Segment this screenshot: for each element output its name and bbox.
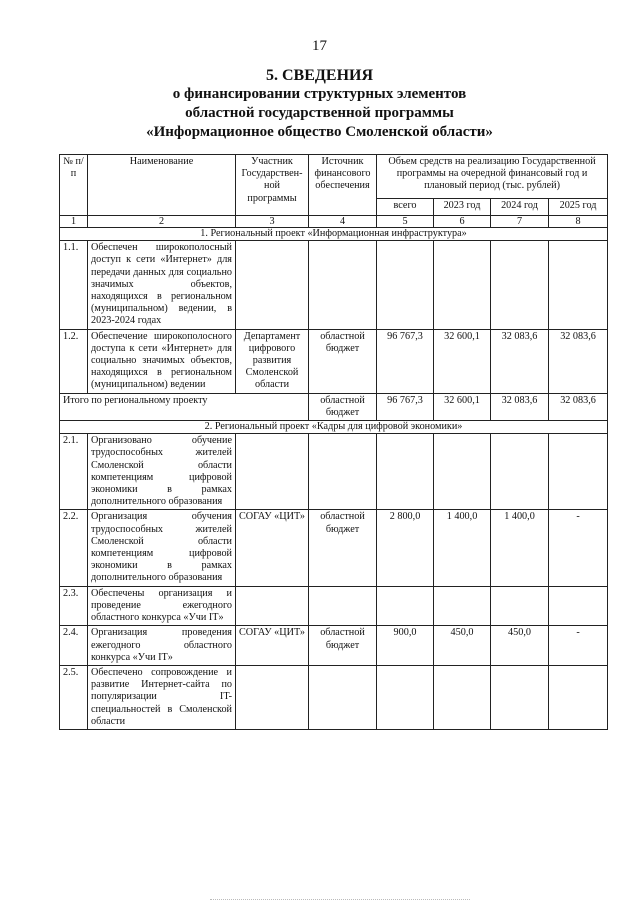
row-num: 1.2. — [60, 329, 88, 393]
section-title: 1. Региональный проект «Информационная инфраструктура» — [60, 228, 608, 241]
row-participant — [236, 665, 309, 729]
row-total: 900,0 — [377, 626, 434, 666]
row-participant: СОГАУ «ЦИТ» — [236, 626, 309, 666]
row-total — [377, 586, 434, 626]
subtotal-row — [60, 393, 608, 420]
row-2024 — [491, 586, 549, 626]
table-row — [60, 329, 608, 393]
row-participant — [236, 434, 309, 510]
row-2023 — [434, 665, 491, 729]
header-volume: Объем средств на реализацию Государственной программы на очередной финансовый год и плановый период (тыс. рублей) — [377, 155, 608, 199]
row-source: областной бюджет — [309, 329, 377, 393]
header-row-1 — [60, 155, 608, 199]
row-num: 2.1. — [60, 434, 88, 510]
row-source — [309, 586, 377, 626]
table-row — [60, 241, 608, 329]
row-name: Обеспечены организация и проведение ежегодного областного конкурса «Учи IT» — [88, 586, 236, 626]
row-num: 2.4. — [60, 626, 88, 666]
row-source: областной бюджет — [309, 510, 377, 586]
row-total: 96 767,3 — [377, 329, 434, 393]
row-name: Организация обучения трудоспособных жителей Смоленской области компетенциям цифровой экономики в рамках дополнительного образования — [88, 510, 236, 586]
table-row — [60, 586, 608, 626]
row-2023 — [434, 586, 491, 626]
row-2023: 450,0 — [434, 626, 491, 666]
row-num: 1.1. — [60, 241, 88, 329]
header-source: Источник финансового обеспечения — [309, 155, 377, 216]
subtotal-2024: 32 083,6 — [491, 393, 549, 420]
header-total: всего — [377, 199, 434, 216]
row-participant — [236, 586, 309, 626]
row-2025 — [549, 241, 608, 329]
row-2025 — [549, 434, 608, 510]
title-line-2: о финансировании структурных элементов — [172, 86, 467, 102]
title-line-4: «Информационное общество Смоленской области» — [146, 124, 493, 140]
row-2023: 1 400,0 — [434, 510, 491, 586]
row-participant: СОГАУ «ЦИТ» — [236, 510, 309, 586]
subtotal-2025: 32 083,6 — [549, 393, 608, 420]
section-row — [60, 228, 608, 241]
row-2025 — [549, 665, 608, 729]
row-total: 2 800,0 — [377, 510, 434, 586]
row-2025: - — [549, 626, 608, 666]
subtotal-label: Итого по региональному проекту — [60, 393, 309, 420]
row-2025: 32 083,6 — [549, 329, 608, 393]
section-title: 2. Региональный проект «Кадры для цифровой экономики» — [60, 421, 608, 434]
table-row — [60, 626, 608, 666]
header-2023: 2023 год — [434, 199, 491, 216]
row-name: Обеспечено сопровождение и развитие Интернет-сайта по популяризации IT-специальностей в Смоленской области — [88, 665, 236, 729]
col-number: 7 — [491, 216, 549, 228]
table-row — [60, 510, 608, 586]
document-title — [0, 66, 639, 142]
row-source — [309, 665, 377, 729]
row-participant — [236, 241, 309, 329]
page-number: 17 — [312, 38, 327, 54]
row-2025 — [549, 586, 608, 626]
row-name: Обеспечение широкополосного доступа к сети «Интернет» для социально значимых объектов, находящихся в региональном (муниципальном) ведении — [88, 329, 236, 393]
row-2023 — [434, 241, 491, 329]
col-number: 8 — [549, 216, 608, 228]
title-line-1: 5. СВЕДЕНИЯ — [265, 67, 374, 84]
row-total — [377, 434, 434, 510]
header-2025: 2025 год — [549, 199, 608, 216]
subtotal-total: 96 767,3 — [377, 393, 434, 420]
table-row — [60, 434, 608, 510]
row-2024: 1 400,0 — [491, 510, 549, 586]
subtotal-source: областной бюджет — [309, 393, 377, 420]
column-number-row — [60, 216, 608, 228]
col-number: 3 — [236, 216, 309, 228]
row-participant: Департамент цифрового развития Смоленской области — [236, 329, 309, 393]
row-total — [377, 665, 434, 729]
row-2023 — [434, 434, 491, 510]
row-2024: 450,0 — [491, 626, 549, 666]
row-name: Обеспечен широкополосный доступ к сети «Интернет» для передачи данных для социально значимых объектов, находящихся в региональном (муниципальном) ведении, в 2023-2024 годах — [88, 241, 236, 329]
row-num: 2.5. — [60, 665, 88, 729]
col-number: 2 — [88, 216, 236, 228]
page-edge-divider — [210, 899, 470, 900]
row-total — [377, 241, 434, 329]
header-name: Наименование — [88, 155, 236, 216]
header-participant: Участник Государствен-ной программы — [236, 155, 309, 216]
row-source — [309, 434, 377, 510]
col-number: 6 — [434, 216, 491, 228]
col-number: 4 — [309, 216, 377, 228]
row-num: 2.3. — [60, 586, 88, 626]
row-2024: 32 083,6 — [491, 329, 549, 393]
row-2023: 32 600,1 — [434, 329, 491, 393]
row-2024 — [491, 241, 549, 329]
section-row — [60, 421, 608, 434]
row-2025: - — [549, 510, 608, 586]
row-source: областной бюджет — [309, 626, 377, 666]
row-num: 2.2. — [60, 510, 88, 586]
table-row — [60, 665, 608, 729]
col-number: 5 — [377, 216, 434, 228]
row-name: Организовано обучение трудоспособных жителей Смоленской области компетенциям цифровой экономики в рамках дополнительного образования — [88, 434, 236, 510]
subtotal-2023: 32 600,1 — [434, 393, 491, 420]
title-line-3: областной государственной программы — [185, 105, 454, 121]
row-source — [309, 241, 377, 329]
row-name: Организация проведения ежегодного областного конкурса «Учи IT» — [88, 626, 236, 666]
row-2024 — [491, 434, 549, 510]
col-number: 1 — [60, 216, 88, 228]
header-2024: 2024 год — [491, 199, 549, 216]
financing-table — [59, 154, 608, 730]
row-2024 — [491, 665, 549, 729]
header-num: № п/п — [60, 155, 88, 216]
